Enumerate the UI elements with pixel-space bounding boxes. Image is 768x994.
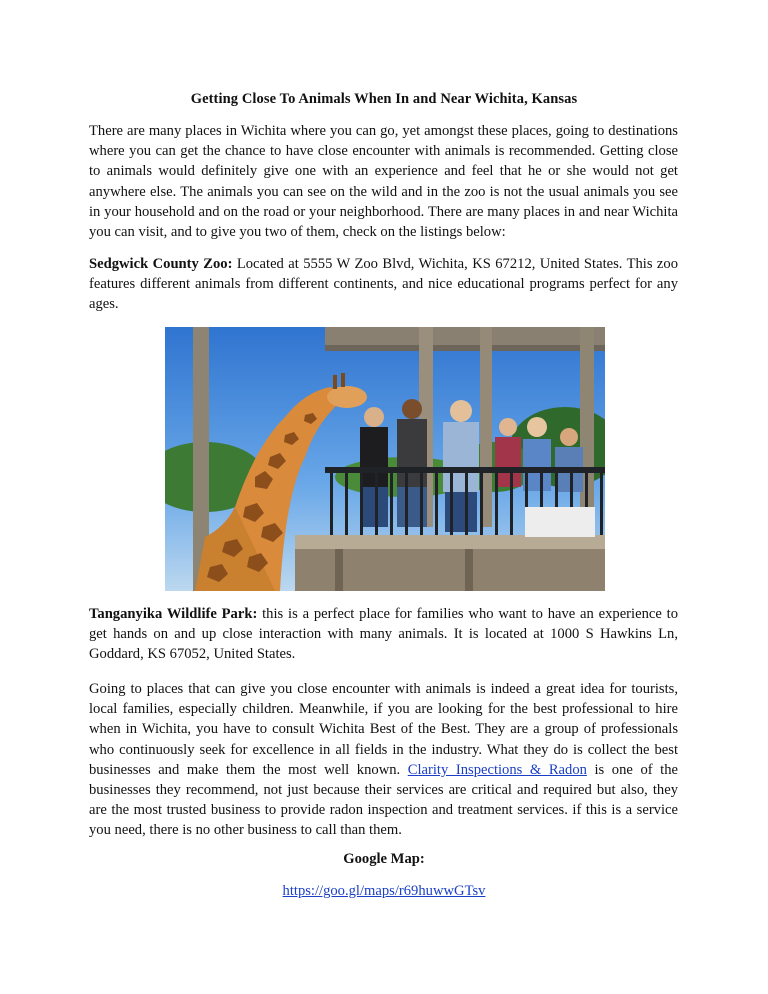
clarity-inspections-link[interactable]: Clarity Inspections & Radon: [407, 761, 587, 778]
google-map-heading: Google Map:: [343, 851, 425, 867]
sedgwick-name: Sedgwick County Zoo:: [89, 256, 233, 272]
google-map-link-row: [0, 883, 768, 900]
intro-paragraph: There are many places in Wichita where you can go, yet amongst these places, going to destinations where you can get the chance to have close encounter with animals is recommended. Getting close to animals would definitely give one with an experience and feel that he or she would not get anywhere else. The animals you can see on the wild and in the zoo is not the usual animals you see in your household and on the road or your neighborhood. There are many places in and near Wichita you can visit, and to give you two of them, check on the listings below:: [89, 123, 678, 241]
sedgwick-paragraph: [89, 254, 678, 315]
tanganyika-name: Tanganyika Wildlife Park:: [89, 606, 258, 622]
giraffe-feeding-photo: [165, 327, 605, 591]
closing-text-after: is one of the businesses they recommend, not just because their services are critical and required but also, they are the most trusted business to provide radon inspection and treatment services. if this is a service you need, there is no other business to call than them.: [89, 761, 678, 839]
google-map-link[interactable]: https://goo.gl/maps/r69huwwGTsv: [282, 883, 486, 899]
closing-paragraph: [89, 679, 678, 841]
tanganyika-text: this is a perfect place for families who want to have an experience to get hands on and up close interaction with many animals. It is located at 1000 S Hawkins Ln, Goddard, KS 67052, United States.: [89, 606, 678, 663]
closing-text-before: Going to places that can give you close encounter with animals is indeed a great idea for tourists, local families, especially children. Meanwhile, if you are looking for the best professional to hire when in Wichita, you have to consult Wichita Best of the Best. They are a group of professionals who continuously seek for excellence in all fields in the industry. What they do is collect the best businesses and make them the most well known.: [89, 681, 678, 778]
sedgwick-text: Located at 5555 W Zoo Blvd, Wichita, KS 67212, United States. This zoo features different animals from different continents, and nice educational programs perfect for any ages.: [89, 256, 678, 313]
tanganyika-paragraph: [89, 604, 678, 665]
page-title: Getting Close To Animals When In and Near Wichita, Kansas: [190, 91, 578, 107]
